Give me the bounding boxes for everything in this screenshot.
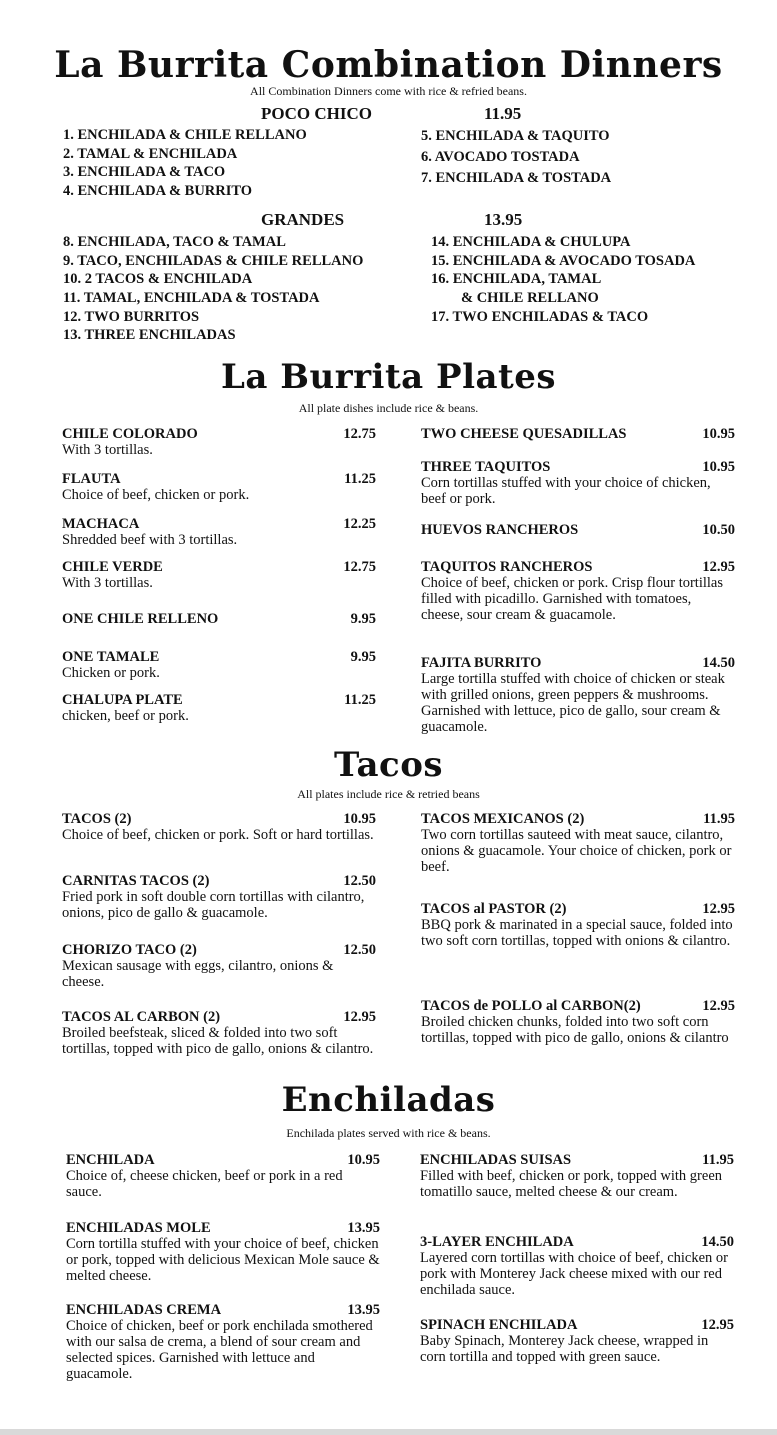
item-description: Choice of chicken, beef or pork enchilada smothered with our salsa de crema, a blend of sour cream and selected spices. Garnished with lettuce and guacamole.	[66, 1318, 373, 1382]
combo-item: 11. TAMAL, ENCHILADA & TOSTADA	[63, 290, 320, 307]
combo-item: 5. ENCHILADA & TAQUITO	[421, 128, 610, 144]
combo-item: 6. AVOCADO TOSTADA	[421, 149, 580, 165]
combo-item: & CHILE RELLANO	[461, 290, 599, 307]
plate-item	[421, 522, 735, 538]
taco-item	[421, 998, 735, 1046]
item-name: CARNITAS TACOS (2)	[62, 873, 210, 889]
item-price: 12.95	[701, 1317, 734, 1333]
item-name: TACOS AL CARBON (2)	[62, 1009, 221, 1025]
item-name: ENCHILADAS SUISAS	[420, 1152, 572, 1168]
item-description: BBQ pork & marinated in a special sauce, folded into two soft corn tortillas, topped with onions & cilantro.	[421, 917, 733, 949]
enchiladas-title: Enchiladas	[281, 1080, 496, 1120]
combo-item: 1. ENCHILADA & CHILE RELLANO	[63, 127, 307, 143]
plate-item	[421, 655, 735, 735]
item-description: Broiled beefsteak, sliced & folded into two soft tortillas, topped with pico de gallo, onions & cilantro.	[62, 1025, 374, 1057]
item-price: 12.50	[343, 942, 376, 958]
item-price: 11.95	[702, 1152, 734, 1168]
item-description: Choice of beef, chicken or pork.	[62, 487, 250, 503]
item-price: 12.95	[702, 559, 735, 575]
enchilada-item	[420, 1234, 734, 1298]
item-description: Large tortilla stuffed with choice of chicken or steak with grilled onions, green peppers & mushrooms. Garnished with lettuce, pico de gallo, sour cream & guacamole.	[421, 671, 725, 735]
item-description: Corn tortilla stuffed with your choice of beef, chicken or pork, topped with delicious Mexican Mole sauce & melted cheese.	[66, 1236, 380, 1284]
item-price: 14.50	[702, 655, 735, 671]
combo-item: 17. TWO ENCHILADAS & TACO	[431, 308, 649, 325]
taco-item	[62, 873, 376, 921]
item-name: CHORIZO TACO (2)	[62, 942, 197, 958]
item-name: FAJITA BURRITO	[421, 655, 542, 671]
item-name: TAQUITOS RANCHEROS	[421, 559, 593, 575]
item-description: Corn tortillas stuffed with your choice of chicken, beef or pork.	[421, 475, 711, 507]
combo-item: 7. ENCHILADA & TOSTADA	[421, 170, 612, 186]
grandes-left-list	[63, 233, 363, 345]
enchiladas-subtitle: Enchilada plates served with rice & beans.	[286, 1126, 491, 1140]
item-price: 10.95	[702, 426, 735, 442]
item-description: Mexican sausage with eggs, cilantro, onions & cheese.	[62, 958, 334, 990]
plate-item	[421, 559, 735, 623]
item-name: ENCHILADA	[66, 1152, 155, 1168]
item-name: ONE CHILE RELLENO	[62, 611, 219, 627]
item-description: Fried pork in soft double corn tortillas with cilantro, onions, pico de gallo & guacamole.	[62, 889, 365, 921]
poco-chico-left-list	[63, 126, 307, 201]
item-price: 12.95	[343, 1009, 376, 1025]
item-name: ONE TAMALE	[62, 649, 160, 665]
item-name: CHILE COLORADO	[62, 426, 198, 442]
plate-item	[421, 426, 735, 442]
item-name: TACOS al PASTOR (2)	[421, 901, 567, 917]
item-name: ENCHILADAS CREMA	[66, 1302, 222, 1318]
item-name: ENCHILADAS MOLE	[66, 1220, 211, 1236]
item-price: 10.95	[347, 1152, 380, 1168]
item-price: 12.50	[343, 873, 376, 889]
enchilada-item	[420, 1152, 734, 1200]
item-name: FLAUTA	[62, 471, 121, 487]
plates-title: La Burrita Plates	[220, 357, 557, 397]
item-description: Broiled chicken chunks, folded into two soft corn tortillas, topped with pico de gallo, onions & cilantro	[421, 1014, 729, 1046]
item-price: 13.95	[347, 1220, 380, 1236]
tacos-subtitle: All plates include rice & retried beans	[297, 787, 480, 801]
combo-item: 16. ENCHILADA, TAMAL	[431, 271, 602, 288]
taco-item	[62, 811, 376, 843]
plate-item	[62, 649, 376, 681]
item-description: Chicken or pork.	[62, 665, 160, 681]
item-description: Filled with beef, chicken or pork, topped with green tomatillo sauce, melted cheese & our cream.	[420, 1168, 723, 1200]
item-description: With 3 tortillas.	[62, 442, 153, 458]
plate-item	[62, 611, 376, 627]
plate-item	[62, 426, 376, 458]
item-name: CHILE VERDE	[62, 559, 163, 575]
item-price: 13.95	[347, 1302, 380, 1318]
item-price: 10.95	[702, 459, 735, 475]
item-price: 14.50	[701, 1234, 734, 1250]
plates-subtitle: All plate dishes include rice & beans.	[298, 401, 479, 415]
enchilada-item	[66, 1152, 380, 1200]
taco-item	[421, 901, 735, 949]
plate-item	[62, 692, 376, 724]
item-name: SPINACH ENCHILADA	[420, 1317, 578, 1333]
combo-item: 13. THREE ENCHILADAS	[63, 327, 236, 344]
page-bottom-edge	[0, 1429, 777, 1435]
item-price: 12.25	[343, 516, 376, 532]
item-price: 10.50	[702, 522, 735, 538]
item-price: 12.75	[343, 426, 376, 442]
grandes-price: 13.95	[484, 210, 523, 229]
combination-title: La Burrita Combination Dinners	[54, 44, 723, 86]
combo-item: 3. ENCHILADA & TACO	[63, 164, 226, 181]
item-name: 3-LAYER ENCHILADA	[420, 1234, 574, 1250]
item-name: TACOS (2)	[62, 811, 132, 827]
item-description: Two corn tortillas sauteed with meat sauce, cilantro, onions & guacamole. Your choice of chicken, pork or beef.	[421, 827, 732, 875]
item-description: chicken, beef or pork.	[62, 708, 189, 724]
combo-item: 2. TAMAL & ENCHILADA	[63, 145, 238, 162]
plate-item	[62, 471, 376, 503]
item-description: Choice of beef, chicken or pork. Soft or hard tortillas.	[62, 827, 374, 843]
item-name: TWO CHEESE QUESADILLAS	[421, 426, 627, 442]
taco-item	[62, 1009, 376, 1057]
item-price: 11.25	[344, 692, 376, 708]
item-name: MACHACA	[62, 516, 140, 532]
grandes-right-list	[431, 233, 695, 326]
item-price: 11.95	[703, 811, 735, 827]
item-price: 10.95	[343, 811, 376, 827]
plate-item	[421, 459, 735, 507]
combo-item: 10. 2 TACOS & ENCHILADA	[63, 271, 253, 288]
taco-item	[421, 811, 735, 875]
item-description: Shredded beef with 3 tortillas.	[62, 532, 238, 548]
combo-item: 9. TACO, ENCHILADAS & CHILE RELLANO	[63, 252, 364, 269]
poco-chico-label: POCO CHICO	[261, 104, 372, 123]
item-price: 12.95	[702, 901, 735, 917]
item-price: 9.95	[350, 649, 376, 665]
item-name: HUEVOS RANCHEROS	[421, 522, 579, 538]
combo-item: 14. ENCHILADA & CHULUPA	[431, 234, 631, 250]
combo-item: 8. ENCHILADA, TACO & TAMAL	[63, 234, 286, 250]
plate-item	[62, 516, 376, 548]
taco-item	[62, 942, 376, 990]
enchilada-item	[66, 1302, 380, 1382]
item-price: 12.95	[702, 998, 735, 1014]
item-name: TACOS de POLLO al CARBON(2)	[421, 998, 641, 1014]
plate-item	[62, 559, 376, 591]
combo-item: 12. TWO BURRITOS	[63, 308, 200, 325]
poco-chico-right-list	[421, 126, 611, 189]
grandes-label: GRANDES	[261, 210, 345, 229]
item-description: Choice of, cheese chicken, beef or pork in a red sauce.	[66, 1168, 343, 1200]
item-price: 11.25	[344, 471, 376, 487]
tacos-title: Tacos	[333, 745, 444, 785]
item-price: 9.95	[350, 611, 376, 627]
item-description: Choice of beef, chicken or pork. Crisp flour tortillas filled with picadillo. Garnished with tomatoes, cheese, sour cream & guacamole.	[421, 575, 724, 623]
item-price: 12.75	[343, 559, 376, 575]
combo-item: 15. ENCHILADA & AVOCADO TOSADA	[431, 252, 696, 269]
item-name: CHALUPA PLATE	[62, 692, 183, 708]
item-description: Layered corn tortillas with choice of beef, chicken or pork with Monterey Jack cheese mixed with our red enchilada sauce.	[420, 1250, 728, 1298]
enchilada-item	[420, 1317, 734, 1365]
combo-item: 4. ENCHILADA & BURRITO	[63, 183, 253, 200]
combination-subtitle: All Combination Dinners come with rice & refried beans.	[250, 84, 527, 98]
item-description: With 3 tortillas.	[62, 575, 153, 591]
poco-chico-price: 11.95	[484, 104, 522, 123]
enchilada-item	[66, 1220, 380, 1284]
item-name: THREE TAQUITOS	[421, 459, 551, 475]
item-description: Baby Spinach, Monterey Jack cheese, wrapped in corn tortilla and topped with green sauce.	[420, 1333, 709, 1365]
item-name: TACOS MEXICANOS (2)	[421, 811, 585, 827]
